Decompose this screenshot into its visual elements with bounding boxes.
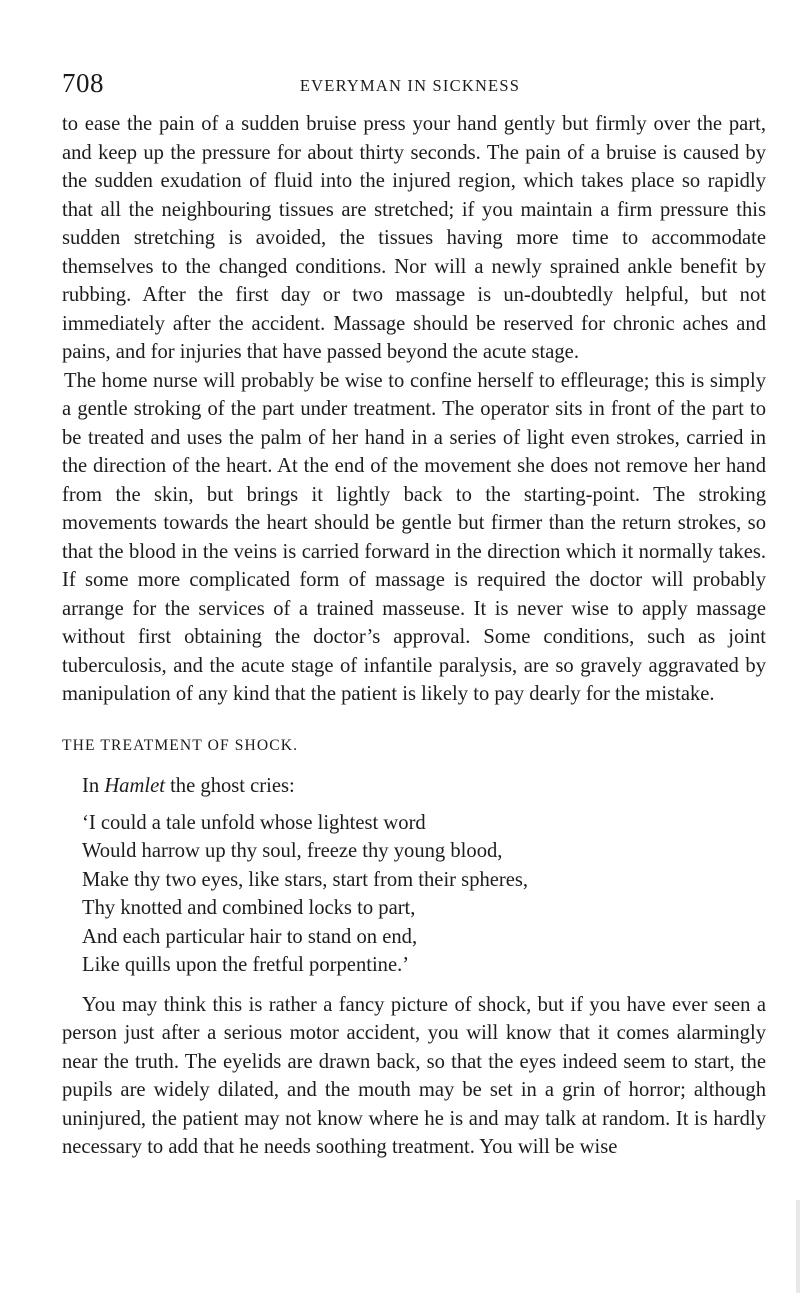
section-heading: THE TREATMENT OF SHOCK. xyxy=(62,736,299,754)
verse-line: Like quills upon the fretful porpentine.’ xyxy=(82,954,410,976)
paragraph-effleurage: The home nurse will probably be wise to confine herself to effleurage; this is simply a gentle stroking of the part under treatment. The operator sits in front of the part to be treated and uses the palm of her hand in a series of light even strokes, carried in the direction of the heart. At the end of the movement she does not remove her hand from the skin, but brings it lightly back to the starting-point. The stroking movements towards the heart should be gentle but firmer than the return strokes, so that the blood in the veins is carried forward in the direction which it normally takes. If some more complicated form of massage is required the doctor will probably arrange for the services of a trained masseuse. It is never wise to apply massage without first obtaining the doctor’s approval. Some conditions, such as joint tuberculosis, and the acute stage of infantile paralysis, are so gravely aggravated by manipulation of any kind that the patient is likely to pay dearly for the mistake. xyxy=(62,369,766,705)
page-body xyxy=(62,110,766,1162)
verse-line: ‘I could a tale unfold whose lightest word xyxy=(82,811,426,834)
verse-quotation xyxy=(62,809,766,980)
paragraph-shock-description: You may think this is rather a fancy picture of shock, but if you have ever seen a person just after a serious motor accident, you will know that it comes alarmingly near the truth. The eyelids are drawn back, so that the eyes indeed seem to start, the pupils are widely dilated, and the mouth may be set in a grin of horror; although uninjured, the patient may not know where he is and may talk at random. It is hardly necessary to add that he needs soothing treatment. You will be wise xyxy=(62,993,766,1158)
verse-line: Thy knotted and combined locks to part, xyxy=(82,897,416,919)
lead-in-suffix: the ghost cries: xyxy=(164,775,295,797)
hamlet-lead-in xyxy=(82,772,766,801)
page-number: 708 xyxy=(62,68,104,98)
verse-line: Make thy two eyes, like stars, start from their spheres, xyxy=(82,868,529,891)
running-title: EVERYMAN IN SICKNESS xyxy=(299,76,521,95)
verse-line: And each particular hair to stand on end, xyxy=(82,925,418,948)
work-title: Hamlet xyxy=(104,775,165,797)
page-header xyxy=(62,68,758,100)
page-edge-shadow xyxy=(796,1200,800,1293)
verse-line: Would harrow up thy soul, freeze thy young blood, xyxy=(82,840,503,862)
paragraph-bruise-pain: to ease the pain of a sudden bruise press your hand gently but firmly over the part, and keep up the pressure for about thirty seconds. The pain of a bruise is caused by the sudden exudation of fluid into the injured region, which takes place so rapidly that all the neighbouring tissues are stretched; if you maintain a firm pressure this sudden stretching is avoided, the tissues having more time to accommodate themselves to the changed conditions. Nor will a newly sprained ankle benefit by rubbing. After the first day or two massage is un-doubtedly helpful, but not immediately after the accident. Massage should be reserved for chronic aches and pains, and for injuries that have passed beyond the acute stage. xyxy=(62,113,766,363)
lead-in-prefix: In xyxy=(82,775,105,797)
